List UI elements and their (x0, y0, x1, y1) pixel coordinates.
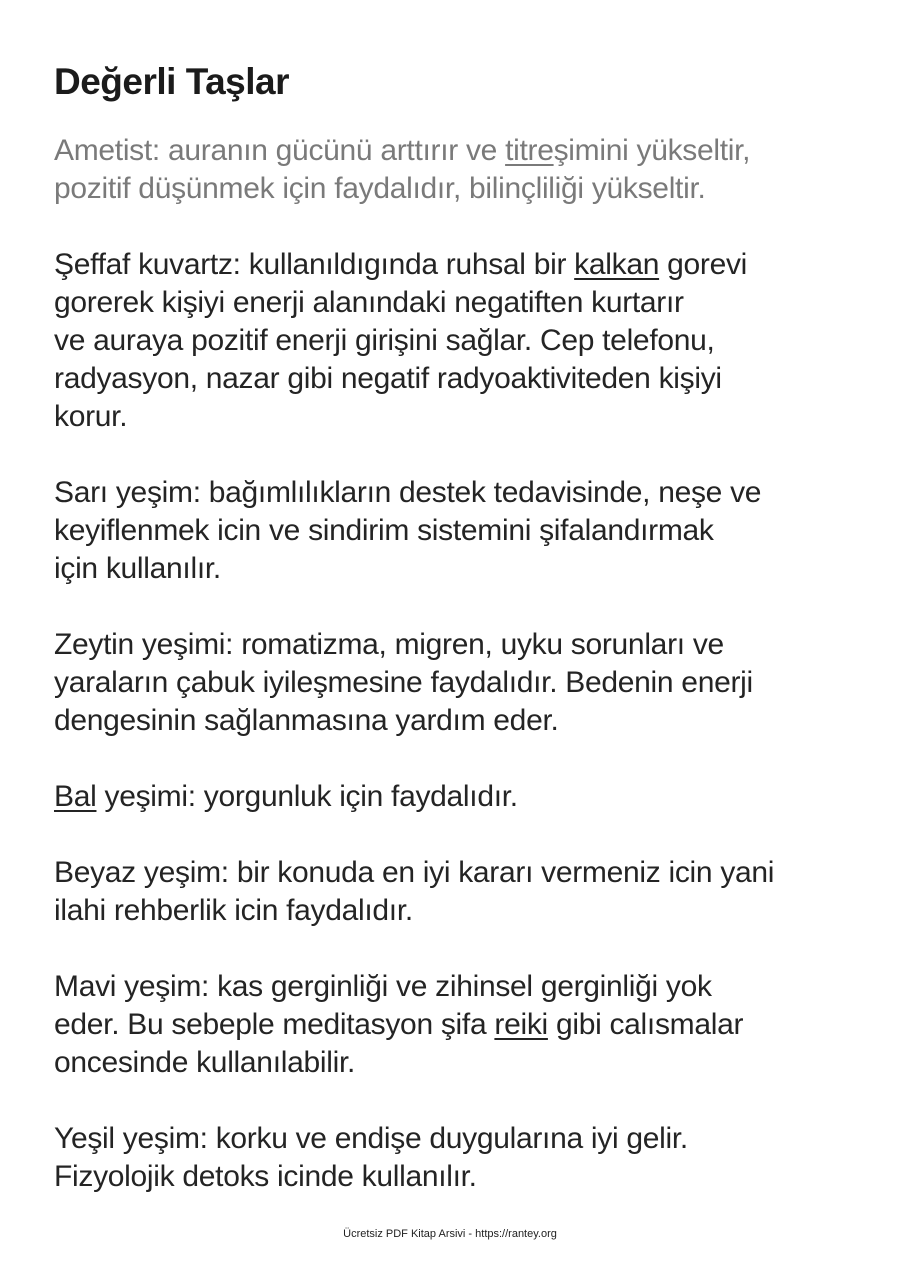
text-line (54, 702, 854, 740)
page-title: Değerli Taşlar (54, 61, 289, 102)
text-segment: radyasyon, nazar gibi negatif radyoaktiviteden kişiyi (54, 362, 722, 395)
text-line (54, 778, 854, 816)
text-segment: dengesinin sağlanmasına yardım eder. (54, 704, 559, 737)
underlined-word: Bal (54, 780, 97, 813)
paragraph (54, 1120, 854, 1196)
paragraph (54, 474, 854, 588)
text-segment: ilahi rehberlik icin faydalıdır. (54, 894, 413, 927)
text-segment: oncesinde kullanılabilir. (54, 1046, 356, 1079)
text-segment: eder. Bu sebeple meditasyon şifa (54, 1008, 495, 1041)
text-segment: yeşimi: yorgunluk için faydalıdır. (96, 780, 518, 813)
text-line (54, 398, 854, 436)
text-segment: Sarı yeşim: bağımlılıkların destek tedavisinde, neşe ve (54, 476, 762, 509)
text-line (54, 132, 854, 170)
paragraph (54, 132, 854, 208)
text-line (54, 474, 854, 512)
text-line (54, 1120, 854, 1158)
text-segment: Yeşil yeşim: korku ve endişe duygularına iyi gelir. (54, 1122, 688, 1155)
underlined-word: reiki (494, 1008, 548, 1041)
paragraph (54, 778, 854, 816)
text-segment: Şeffaf kuvartz: kullanıldıgında ruhsal bir (54, 248, 575, 281)
text-line (54, 322, 854, 360)
page-footer: Ücretsiz PDF Kitap Arsivi - https://rantey.org (343, 1228, 557, 1240)
text-segment: pozitif düşünmek için faydalıdır, bilinçliliği yükseltir. (54, 172, 706, 205)
text-segment: yaraların çabuk iyileşmesine faydalıdır. Bedenin enerji (54, 666, 753, 699)
text-line (54, 246, 854, 284)
text-line (54, 664, 854, 702)
underlined-word: kalkan (574, 248, 660, 281)
text-line (54, 1006, 854, 1044)
text-segment: gorevi (659, 248, 748, 281)
document-page (54, 56, 854, 1196)
paragraph (54, 246, 854, 436)
text-line (54, 170, 854, 208)
text-segment: Ametist: auranın gücünü arttırır ve (54, 134, 506, 167)
text-segment: keyiflenmek icin ve sindirim sistemini şifalandırmak (54, 514, 714, 547)
text-line (54, 1158, 854, 1196)
text-line (54, 360, 854, 398)
text-line (54, 1044, 854, 1082)
text-line (54, 854, 854, 892)
text-line (54, 892, 854, 930)
text-segment: korur. (54, 400, 128, 433)
underlined-word: titre (505, 134, 554, 167)
text-line (54, 550, 854, 588)
text-segment: ve auraya pozitif enerji girişini sağlar. Cep telefonu, (54, 324, 715, 357)
text-line (54, 284, 854, 322)
paragraph (54, 968, 854, 1082)
document-body (54, 132, 854, 1196)
text-segment: gibi calısmalar (547, 1008, 744, 1041)
text-segment: Zeytin yeşimi: romatizma, migren, uyku sorunları ve (54, 628, 724, 661)
text-segment: gorerek kişiyi enerji alanındaki negatiften kurtarır (54, 286, 684, 319)
text-segment: için kullanılır. (54, 552, 221, 585)
text-segment: Mavi yeşim: kas gerginliği ve zihinsel gerginliği yok (54, 970, 712, 1003)
paragraph (54, 854, 854, 930)
text-segment: şimini yükseltir, (553, 134, 751, 167)
text-line (54, 512, 854, 550)
text-line (54, 626, 854, 664)
text-line (54, 968, 854, 1006)
paragraph (54, 626, 854, 740)
text-segment: Beyaz yeşim: bir konuda en iyi kararı vermeniz icin yani (54, 856, 775, 889)
text-segment: Fizyolojik detoks icinde kullanılır. (54, 1160, 477, 1193)
